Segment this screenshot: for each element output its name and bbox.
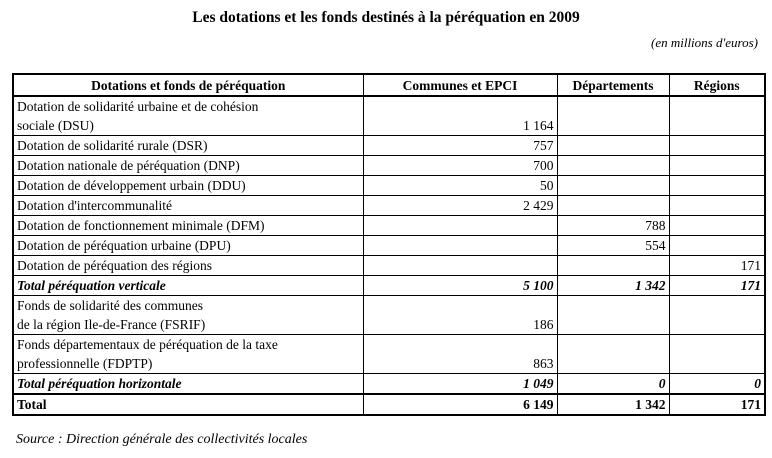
row-label [13,176,363,196]
row-label-line: Total péréquation horizontale [17,376,182,391]
table-body [13,96,765,415]
row-label-line: Dotation de solidarité urbaine et de cohésion [17,99,259,114]
cell-departements [557,176,669,196]
unit-note: (en millions d'euros) [650,35,758,50]
table-row [13,156,765,176]
row-label-line: Total péréquation verticale [17,278,166,293]
perequation-table [12,73,766,416]
cell-communes: 6 149 [363,394,557,415]
cell-communes: 186 [363,296,557,335]
cell-departements [557,196,669,216]
cell-communes: 5 100 [363,276,557,296]
table-row [13,196,765,216]
header-regions: Régions [669,74,765,96]
cell-regions [669,176,765,196]
row-label [13,276,363,296]
cell-communes [363,256,557,276]
row-label-line: de la région Ile-de-France (FSRIF) [17,317,206,332]
cell-communes: 50 [363,176,557,196]
cell-departements: 1 342 [557,276,669,296]
table-row [13,216,765,236]
cell-regions: 171 [669,394,765,415]
cell-regions [669,216,765,236]
row-label [13,394,363,415]
cell-communes [363,236,557,256]
table-row [13,96,765,136]
row-label-line: sociale (DSU) [17,118,94,133]
cell-departements [557,136,669,156]
cell-regions [669,136,765,156]
row-label-line: Dotation de solidarité rurale (DSR) [17,138,208,153]
row-label [13,374,363,395]
row-label-line: Fonds de solidarité des communes [17,298,203,313]
row-label-line: Dotation nationale de péréquation (DNP) [17,158,240,173]
row-label-line: Dotation de développement urbain (DDU) [17,178,246,193]
table-row [13,296,765,335]
row-label [13,96,363,136]
cell-regions [669,296,765,335]
header-departements: Départements [557,74,669,96]
row-label [13,236,363,256]
cell-departements [557,335,669,374]
cell-communes: 2 429 [363,196,557,216]
cell-regions: 171 [669,256,765,276]
header-dotations: Dotations et fonds de péréquation [13,74,363,96]
cell-communes: 757 [363,136,557,156]
row-label-line: professionnelle (FDPTP) [17,356,153,371]
cell-departements [557,256,669,276]
cell-communes: 1 164 [363,96,557,136]
row-label [13,256,363,276]
subtotal-row [13,276,765,296]
cell-regions [669,156,765,176]
cell-departements: 788 [557,216,669,236]
source-note: Source : Direction générale des collectivités locales [16,432,308,447]
cell-communes [363,216,557,236]
cell-regions [669,236,765,256]
cell-communes: 863 [363,335,557,374]
row-label [13,335,363,374]
table-row [13,335,765,374]
row-label-line: Dotation de péréquation urbaine (DPU) [17,238,231,253]
row-label-line: Dotation de fonctionnement minimale (DFM) [17,218,265,233]
cell-departements [557,156,669,176]
table-row [13,176,765,196]
table-row [13,256,765,276]
table-row [13,136,765,156]
subtotal-row [13,374,765,395]
cell-departements: 554 [557,236,669,256]
row-label [13,216,363,236]
table-row [13,236,765,256]
cell-communes: 1 049 [363,374,557,395]
cell-departements: 1 342 [557,394,669,415]
header-communes: Communes et EPCI [363,74,557,96]
row-label-line: Dotation de péréquation des régions [17,258,212,273]
cell-regions [669,96,765,136]
table-header-row [13,74,765,96]
cell-regions [669,335,765,374]
cell-departements: 0 [557,374,669,395]
cell-communes: 700 [363,156,557,176]
cell-departements [557,96,669,136]
row-label-line: Fonds départementaux de péréquation de la taxe [17,337,278,352]
cell-departements [557,296,669,335]
row-label [13,136,363,156]
row-label-line: Dotation d'intercommunalité [17,198,173,213]
total-row [13,394,765,415]
cell-regions: 171 [669,276,765,296]
row-label [13,196,363,216]
cell-regions: 0 [669,374,765,395]
row-label [13,296,363,335]
row-label-line: Total [17,397,47,412]
cell-regions [669,196,765,216]
page-title: Les dotations et les fonds destinés à la péréquation en 2009 [192,9,580,26]
row-label [13,156,363,176]
